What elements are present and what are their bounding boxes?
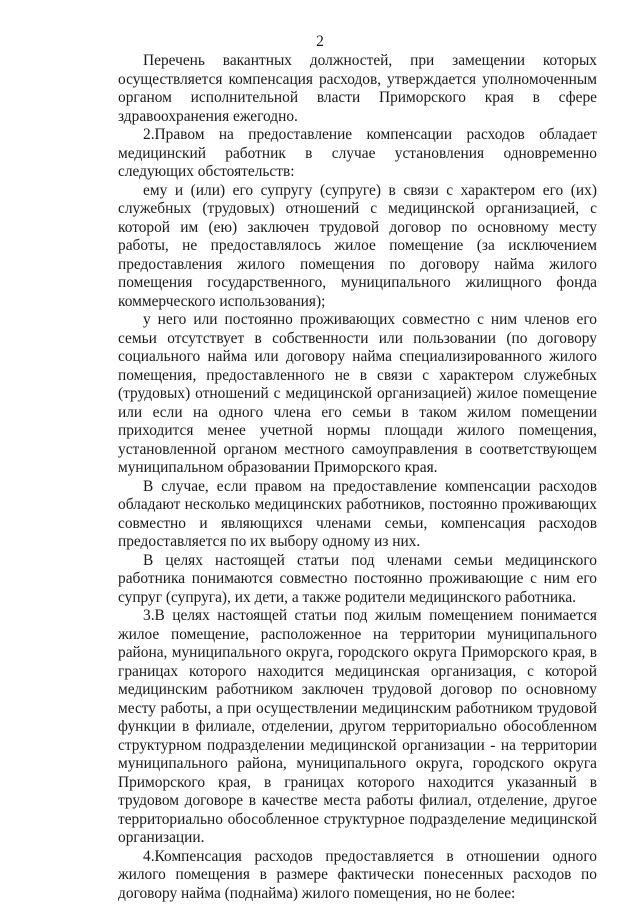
paragraph-3-housing-definition: 3.В целях настоящей статьи под жилым помещением понимается жилое помещение, расположенное на территории муниципального района, муниципального округа, городского округа Приморского края, в границах которого находится медицинская организация, с которой медицинским работником заключен трудовой договор по основному месту работы, а при осуществлении медицинским работником трудовой функции в филиале, отделении, другом территориально обособленном структурном подразделении медицинской организации - на территории муниципального района, муниципального округа, городского округа Приморского края, в границах которого находится указанный в трудовом договоре в качестве места работы филиал, отделение, другое территориально обособленное структурное подразделение медицинской организации. — [118, 607, 597, 846]
paragraph-4-compensation-amount: 4.Компенсация расходов предоставляется в отношении одного жилого помещения в размере фактически понесенных расходов по договору найма (поднайма) жилого помещения, но не более: — [118, 847, 597, 902]
document-body — [118, 52, 597, 903]
paragraph-multiple-workers: В случае, если правом на предоставление компенсации расходов обладают несколько медицинских работников, постоянно проживающих совместно и являющихся членами семьи, компенсация расходов предоставляется по их выбору одному из них. — [118, 477, 597, 550]
paragraph-condition-no-housing-provided: ему и (или) его супругу (супруге) в связи с характером его (их) служебных (трудовых) отношений с медицинской организацией, с которой им (ею) заключен трудовой договор по основному месту работы, не предоставлялось жилое помещение (за исключением предоставления жилого помещения по договору найма жилого помещения государственного, муниципального жилищного фонда коммерческого использования); — [118, 181, 597, 310]
paragraph-condition-no-own-housing: у него или постоянно проживающих совместно с ним членов его семьи отсутствует в собственности или пользовании (по договору социального найма или договору найма специализированного жилого помещения, предоставленного не в связи с характером служебных (трудовых) отношений с медицинской организацией) жилое помещение или если на одного члена его семьи в таком жилом помещении приходится менее учетной нормы площади жилого помещения, установленной органом местного самоуправления в соответствующем муниципальном образовании Приморского края. — [118, 311, 597, 476]
paragraph-vacancy-list: Перечень вакантных должностей, при замещении которых осуществляется компенсация расходов, утверждается уполномоченным органом исполнительной власти Приморского края в сфере здравоохранения ежегодно. — [118, 52, 597, 125]
page-number: 2 — [316, 33, 324, 50]
paragraph-family-members-definition: В целях настоящей статьи под членами семьи медицинского работника понимаются совместно постоянно проживающие с ним его супруг (супруга), их дети, а также родители медицинского работника. — [118, 551, 597, 606]
paragraph-2-right-to-compensation: 2.Правом на предоставление компенсации расходов обладает медицинский работник в случае установления одновременно следующих обстоятельств: — [118, 126, 597, 180]
